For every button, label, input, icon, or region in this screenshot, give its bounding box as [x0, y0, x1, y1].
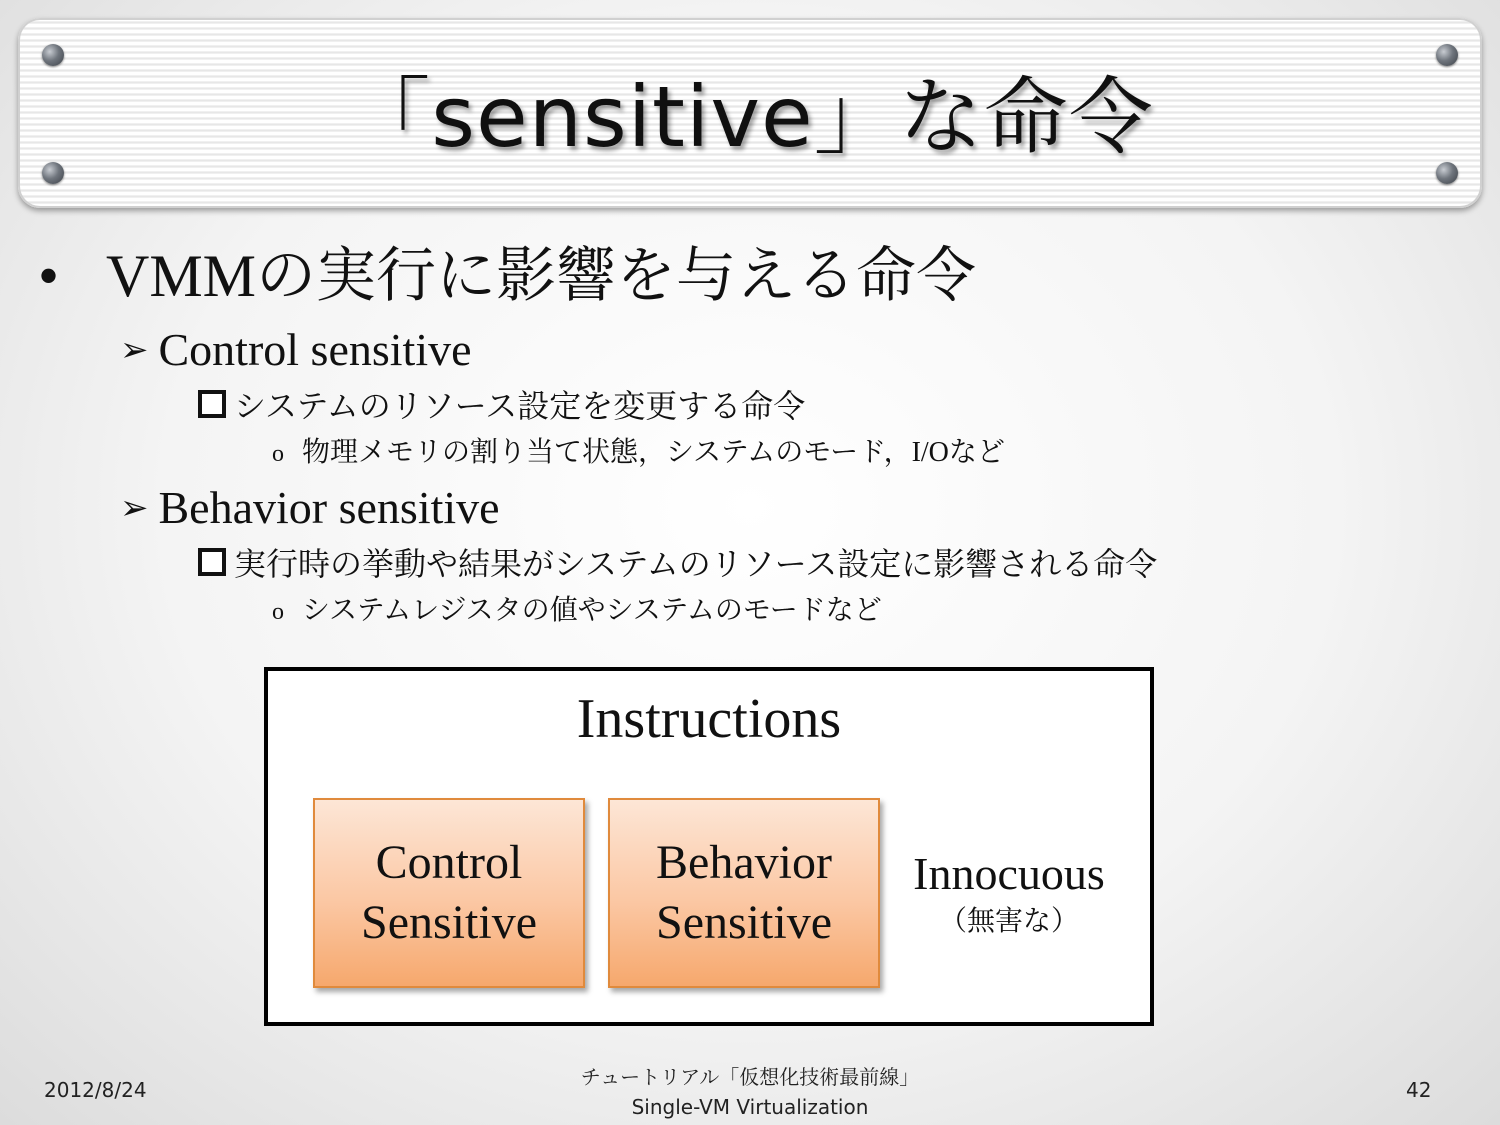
box-label-line2: Sensitive	[361, 896, 537, 949]
box-label-line1: Behavior	[656, 836, 832, 889]
square-bullet-icon	[198, 390, 226, 418]
page-number: 42	[1406, 1078, 1432, 1102]
example-text-tail: など	[948, 435, 1005, 468]
innocuous-text: Innocuous	[913, 848, 1105, 899]
detail-behavior-sensitive	[198, 542, 1157, 586]
footer-date: 2012/8/24	[44, 1078, 147, 1102]
arrow-bullet-icon: ➢	[120, 330, 149, 370]
subbullet-behavior-sensitive	[120, 478, 500, 538]
main-bullet	[38, 236, 976, 316]
footer-title	[450, 1062, 1050, 1122]
slide-title: 「sensitive」な命令	[346, 68, 1154, 166]
detail-control-sensitive	[198, 384, 805, 428]
subbullet-control-sensitive	[120, 320, 472, 380]
control-sensitive-box	[313, 798, 585, 988]
circle-bullet-icon: o	[272, 441, 284, 467]
example-text-io: I/O	[911, 437, 949, 468]
example-behavior-sensitive	[272, 590, 882, 632]
main-bullet-text	[106, 243, 976, 309]
main-bullet-label: VMMの実行に影響を与える命令	[106, 243, 977, 309]
subbullet-label: Behavior sensitive	[158, 482, 500, 533]
footer-title-line1: チュートリアル「仮想化技術最前線」	[580, 1065, 920, 1089]
example-text-ja: 物理メモリの割り当て状態，システムのモード，	[302, 435, 912, 468]
innocuous-note: （無害な）	[938, 904, 1079, 937]
subbullet-label: Control sensitive	[158, 324, 472, 375]
example-text: システムレジスタの値やシステムのモードなど	[302, 593, 882, 626]
circle-bullet-icon: o	[272, 599, 284, 625]
footer-title-line2: Single-VM Virtualization	[631, 1095, 869, 1119]
behavior-sensitive-box	[608, 798, 880, 988]
arrow-bullet-icon: ➢	[120, 488, 149, 528]
innocuous-label	[896, 846, 1122, 940]
bullet-dot-icon: •	[38, 243, 60, 309]
example-control-sensitive	[272, 432, 1005, 474]
box-label-line2: Sensitive	[656, 896, 832, 949]
box-label-line1: Control	[375, 836, 523, 889]
detail-text: 実行時の挙動や結果がシステムのリソース設定に影響される命令	[234, 545, 1158, 583]
diagram-title: Instructions	[576, 688, 842, 750]
detail-text: システムのリソース設定を変更する命令	[234, 387, 806, 425]
square-bullet-icon	[198, 548, 226, 576]
